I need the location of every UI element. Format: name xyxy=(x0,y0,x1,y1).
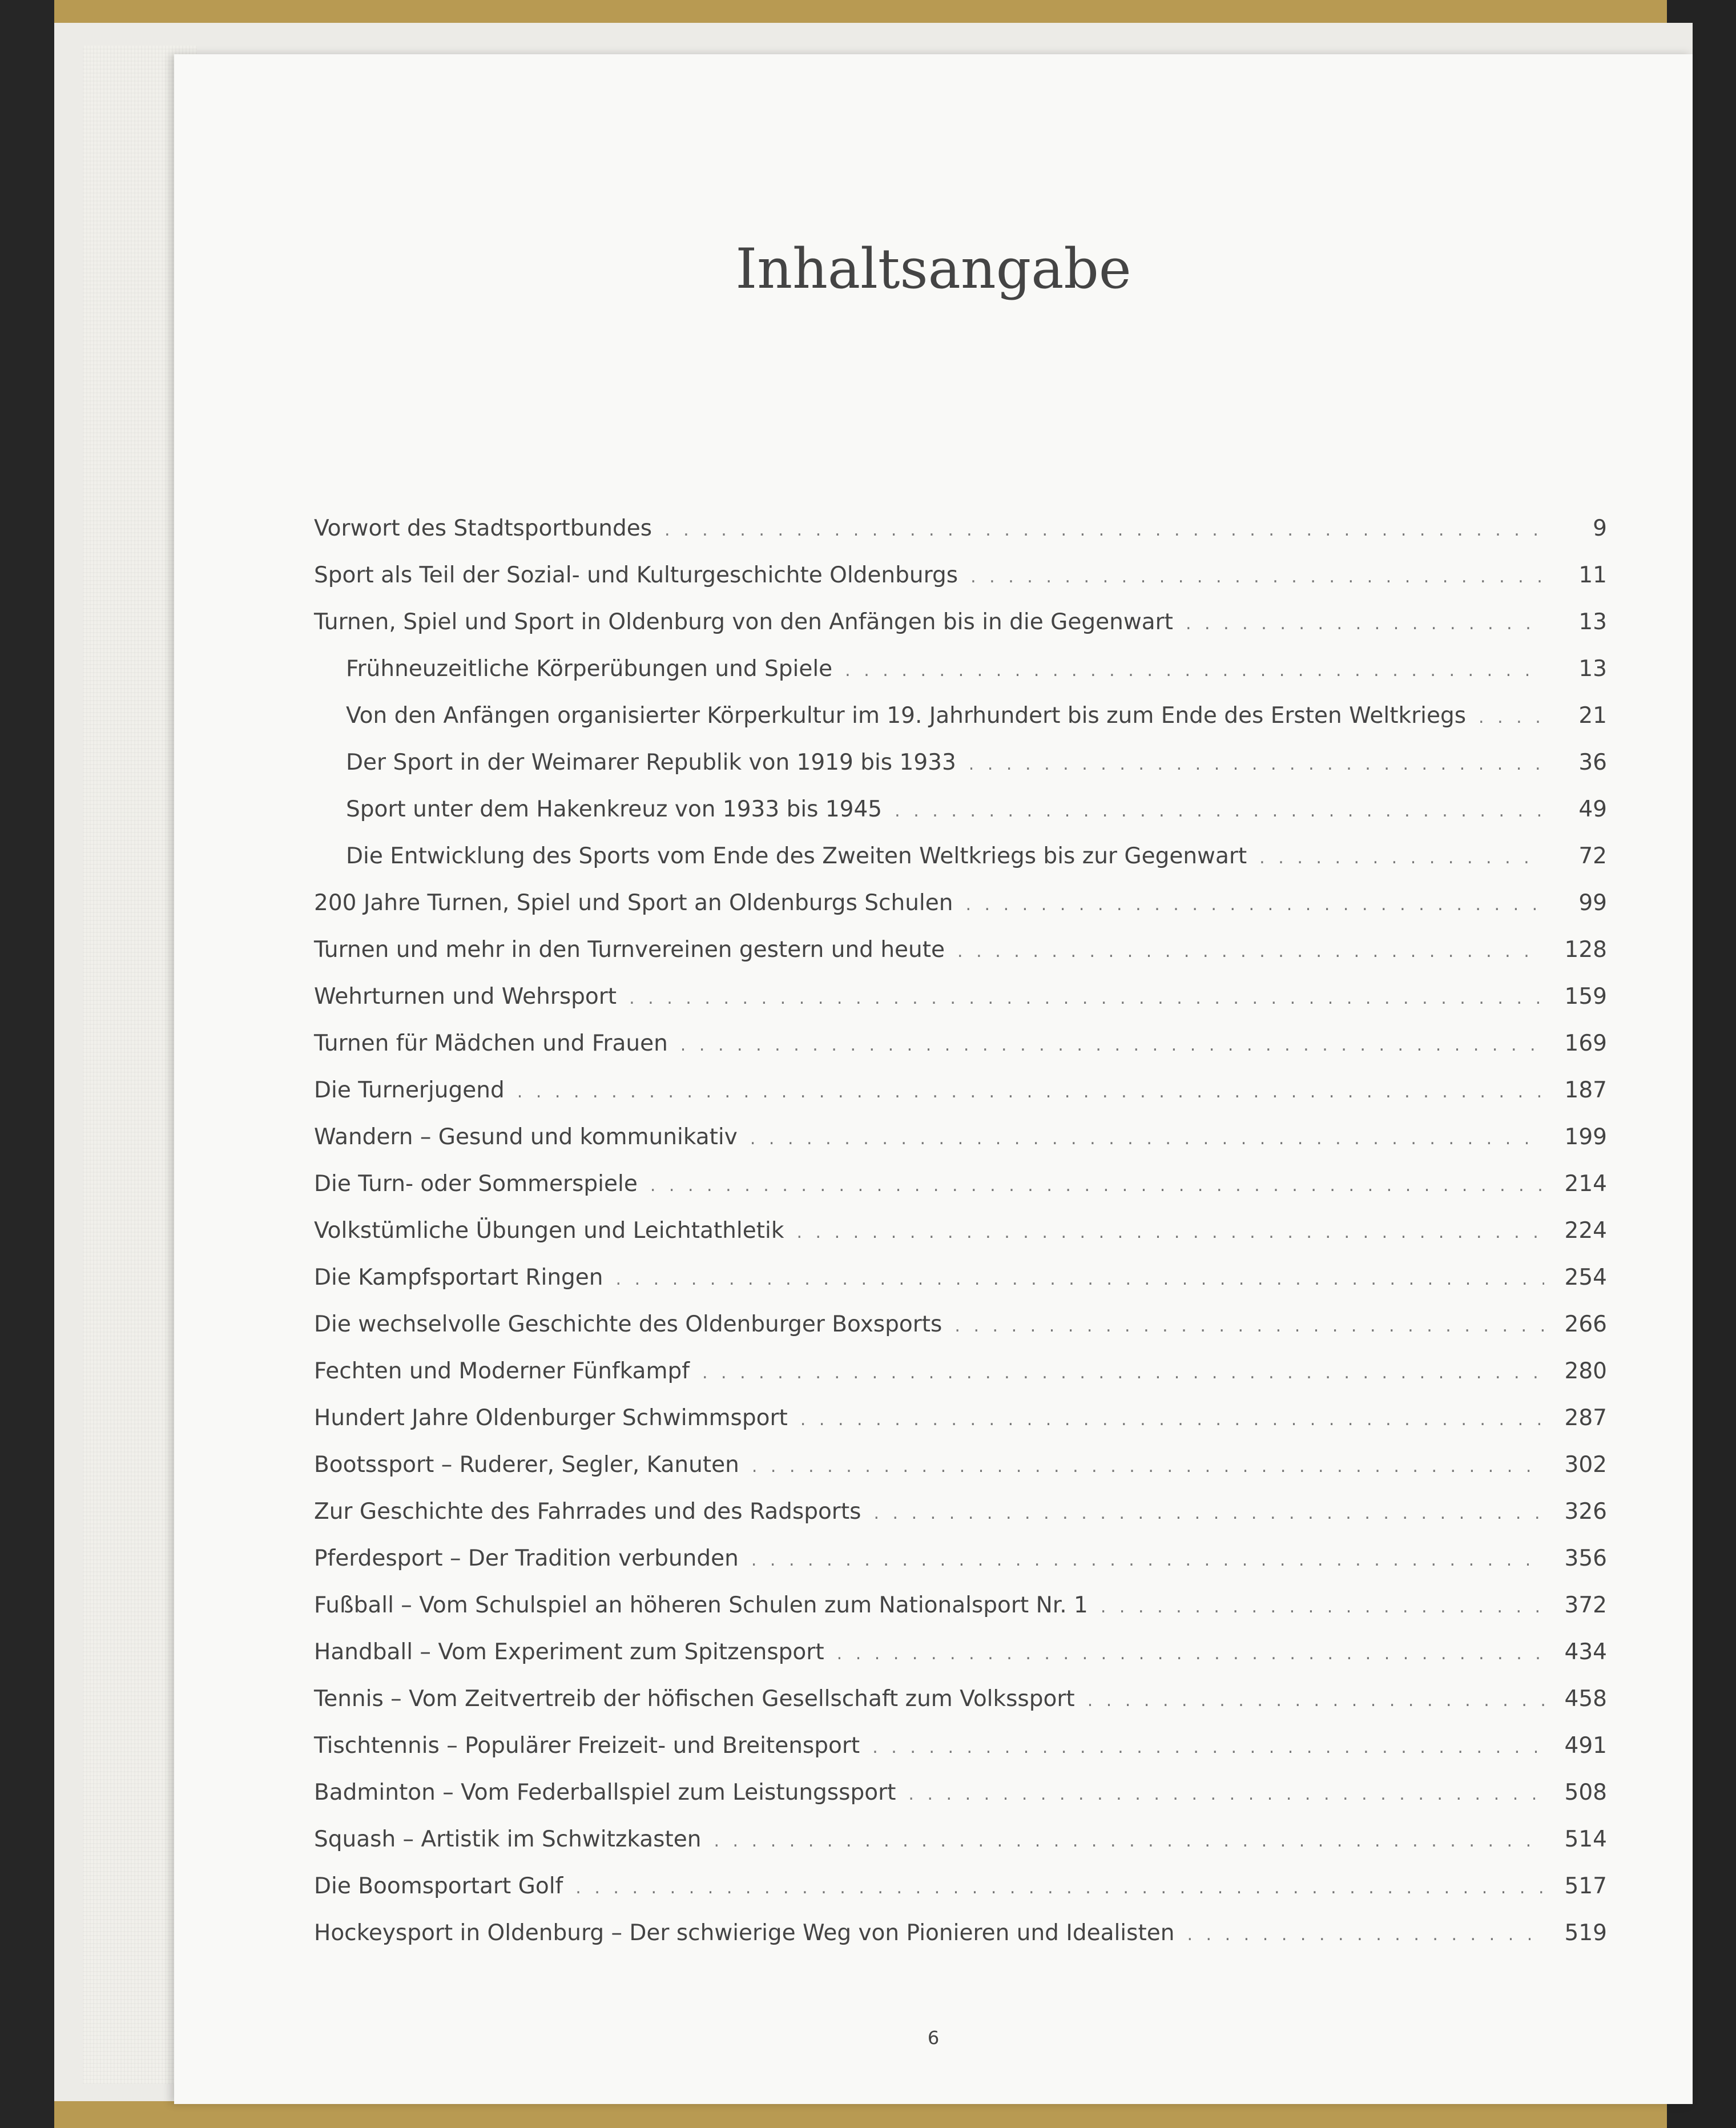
dot-leader xyxy=(629,988,1544,1008)
page-title: Inhaltsangabe xyxy=(735,237,1131,301)
toc-entry-title: Wehrturnen und Wehrsport xyxy=(314,984,617,1009)
dot-leader xyxy=(752,1457,1544,1477)
toc-entry-page: 128 xyxy=(1564,937,1607,963)
dot-leader xyxy=(751,1550,1544,1570)
dot-leader xyxy=(845,661,1544,681)
toc-entry-title: Die Turn- oder Sommerspiele xyxy=(314,1171,638,1197)
dot-leader xyxy=(872,1737,1544,1757)
toc-entry-page: 187 xyxy=(1564,1077,1607,1103)
toc-entry-page: 372 xyxy=(1564,1592,1607,1618)
dot-leader xyxy=(714,1831,1544,1851)
toc-entry-page: 356 xyxy=(1564,1546,1607,1571)
toc-entry-title: 200 Jahre Turnen, Spiel und Sport an Oldenburgs Schulen xyxy=(314,890,953,916)
toc-entry-title: Tennis – Vom Zeitvertreib der höfischen Gesellschaft zum Volkssport xyxy=(314,1686,1075,1712)
toc-entry-page: 214 xyxy=(1564,1171,1607,1197)
toc-entry-page: 280 xyxy=(1564,1358,1607,1384)
dot-leader xyxy=(680,1035,1544,1055)
toc-entry-title: Fechten und Moderner Fünfkampf xyxy=(314,1358,690,1384)
toc-entry-page: 11 xyxy=(1578,562,1607,588)
toc-entry xyxy=(314,890,1607,937)
toc-entry-title: Wandern – Gesund und kommunikativ xyxy=(314,1124,738,1150)
dot-leader xyxy=(895,801,1544,821)
toc-entry xyxy=(314,656,1607,703)
toc-entry-title: Hundert Jahre Oldenburger Schwimmsport xyxy=(314,1405,788,1431)
table-of-contents xyxy=(314,516,1607,1967)
dot-leader xyxy=(954,1316,1544,1336)
dot-leader xyxy=(908,1784,1544,1804)
toc-entry xyxy=(314,750,1607,797)
dot-leader xyxy=(800,1410,1544,1430)
toc-entry-page: 169 xyxy=(1564,1031,1607,1056)
toc-entry xyxy=(314,1827,1607,1873)
toc-entry-page: 199 xyxy=(1564,1124,1607,1150)
toc-entry-title: Frühneuzeitliche Körperübungen und Spiele xyxy=(346,656,833,682)
toc-entry xyxy=(314,1405,1607,1452)
toc-entry-page: 519 xyxy=(1564,1920,1607,1946)
toc-entry-page: 458 xyxy=(1564,1686,1607,1712)
toc-entry-title: Pferdesport – Der Tradition verbunden xyxy=(314,1546,739,1571)
toc-entry-title: Tischtennis – Populärer Freizeit- und Breitensport xyxy=(314,1733,860,1759)
toc-entry xyxy=(314,1265,1607,1312)
dot-leader xyxy=(517,1082,1544,1102)
toc-entry-title: Von den Anfängen organisierter Körperkultur im 19. Jahrhundert bis zum Ende des Ersten Weltkriegs xyxy=(346,703,1467,729)
toc-entry-title: Sport als Teil der Sozial- und Kulturgeschichte Oldenburgs xyxy=(314,562,958,588)
toc-entry xyxy=(314,937,1607,984)
toc-entry-page: 254 xyxy=(1564,1265,1607,1290)
toc-entry xyxy=(314,1592,1607,1639)
dot-leader xyxy=(970,567,1544,587)
toc-entry-title: Fußball – Vom Schulspiel an höheren Schulen zum Nationalsport Nr. 1 xyxy=(314,1592,1088,1618)
toc-entry-title: Volkstümliche Übungen und Leichtathletik xyxy=(314,1218,784,1244)
toc-entry xyxy=(314,609,1607,656)
toc-entry-page: 302 xyxy=(1564,1452,1607,1478)
toc-entry xyxy=(314,1031,1607,1077)
toc-entry-title: Vorwort des Stadtsportbundes xyxy=(314,516,652,541)
toc-entry-title: Die Boomsportart Golf xyxy=(314,1873,563,1899)
dot-leader xyxy=(664,520,1544,540)
toc-entry xyxy=(314,984,1607,1031)
toc-entry-page: 508 xyxy=(1564,1780,1607,1805)
toc-entry xyxy=(314,1171,1607,1218)
toc-entry xyxy=(314,1873,1607,1920)
toc-entry-page: 266 xyxy=(1564,1312,1607,1337)
dot-leader xyxy=(575,1878,1544,1898)
toc-entry xyxy=(314,562,1607,609)
dot-leader xyxy=(750,1129,1544,1149)
toc-entry xyxy=(314,1124,1607,1171)
toc-entry xyxy=(314,1358,1607,1405)
dot-leader xyxy=(969,754,1544,774)
dot-leader xyxy=(873,1503,1544,1523)
toc-entry-title: Squash – Artistik im Schwitzkasten xyxy=(314,1827,702,1852)
page-number: 6 xyxy=(927,2027,940,2049)
toc-entry-page: 517 xyxy=(1564,1873,1607,1899)
book-page xyxy=(174,54,1693,2104)
dot-leader xyxy=(837,1644,1544,1664)
toc-entry-page: 36 xyxy=(1578,750,1607,775)
dot-leader xyxy=(1479,707,1544,727)
toc-entry-title: Der Sport in der Weimarer Republik von 1919 bis 1933 xyxy=(346,750,956,775)
toc-entry-page: 49 xyxy=(1578,797,1607,822)
toc-entry-title: Die Entwicklung des Sports vom Ende des Zweiten Weltkriegs bis zur Gegenwart xyxy=(346,843,1247,869)
toc-entry xyxy=(314,1639,1607,1686)
toc-entry xyxy=(314,797,1607,843)
toc-entry-title: Die Kampfsportart Ringen xyxy=(314,1265,603,1290)
toc-entry xyxy=(314,1077,1607,1124)
toc-entry-page: 434 xyxy=(1564,1639,1607,1665)
toc-entry xyxy=(314,1499,1607,1546)
toc-entry xyxy=(314,1920,1607,1967)
toc-entry-title: Turnen für Mädchen und Frauen xyxy=(314,1031,668,1056)
toc-entry xyxy=(314,1312,1607,1358)
dot-leader xyxy=(957,942,1544,962)
dot-leader xyxy=(616,1269,1544,1289)
toc-entry-page: 514 xyxy=(1564,1827,1607,1852)
toc-entry-page: 72 xyxy=(1578,843,1607,869)
dot-leader xyxy=(702,1363,1544,1383)
dot-leader xyxy=(796,1222,1544,1242)
toc-entry xyxy=(314,1686,1607,1733)
dot-leader xyxy=(1259,848,1544,868)
toc-entry-page: 224 xyxy=(1564,1218,1607,1244)
background-surface xyxy=(0,0,54,2128)
toc-entry-page: 21 xyxy=(1578,703,1607,729)
dot-leader xyxy=(965,895,1544,915)
toc-entry-title: Turnen und mehr in den Turnvereinen gestern und heute xyxy=(314,937,945,963)
dot-leader xyxy=(1087,1691,1544,1711)
toc-entry-title: Bootssport – Ruderer, Segler, Kanuten xyxy=(314,1452,739,1478)
toc-entry xyxy=(314,703,1607,750)
toc-entry xyxy=(314,1546,1607,1592)
toc-entry-page: 99 xyxy=(1578,890,1607,916)
toc-entry-page: 287 xyxy=(1564,1405,1607,1431)
toc-entry-title: Hockeysport in Oldenburg – Der schwierige Weg von Pionieren und Idealisten xyxy=(314,1920,1175,1946)
toc-entry xyxy=(314,1780,1607,1827)
toc-entry xyxy=(314,1452,1607,1499)
toc-entry-title: Handball – Vom Experiment zum Spitzensport xyxy=(314,1639,824,1665)
toc-entry-title: Badminton – Vom Federballspiel zum Leistungssport xyxy=(314,1780,896,1805)
dot-leader xyxy=(1186,614,1544,634)
toc-entry-title: Turnen, Spiel und Sport in Oldenburg von den Anfängen bis in die Gegenwart xyxy=(314,609,1173,635)
toc-entry-title: Sport unter dem Hakenkreuz von 1933 bis 1945 xyxy=(346,797,883,822)
toc-entry-page: 159 xyxy=(1564,984,1607,1009)
toc-entry-page: 9 xyxy=(1593,516,1607,541)
dot-leader xyxy=(1187,1925,1544,1945)
toc-entry-title: Zur Geschichte des Fahrrades und des Radsports xyxy=(314,1499,861,1524)
toc-entry xyxy=(314,843,1607,890)
toc-entry-page: 13 xyxy=(1578,656,1607,682)
toc-entry-page: 13 xyxy=(1578,609,1607,635)
toc-entry-page: 491 xyxy=(1564,1733,1607,1759)
toc-entry xyxy=(314,516,1607,562)
toc-entry xyxy=(314,1218,1607,1265)
dot-leader xyxy=(1101,1597,1544,1617)
toc-entry-title: Die Turnerjugend xyxy=(314,1077,505,1103)
toc-entry xyxy=(314,1733,1607,1780)
toc-entry-page: 326 xyxy=(1564,1499,1607,1524)
dot-leader xyxy=(650,1176,1544,1196)
toc-entry-title: Die wechselvolle Geschichte des Oldenburger Boxsports xyxy=(314,1312,942,1337)
